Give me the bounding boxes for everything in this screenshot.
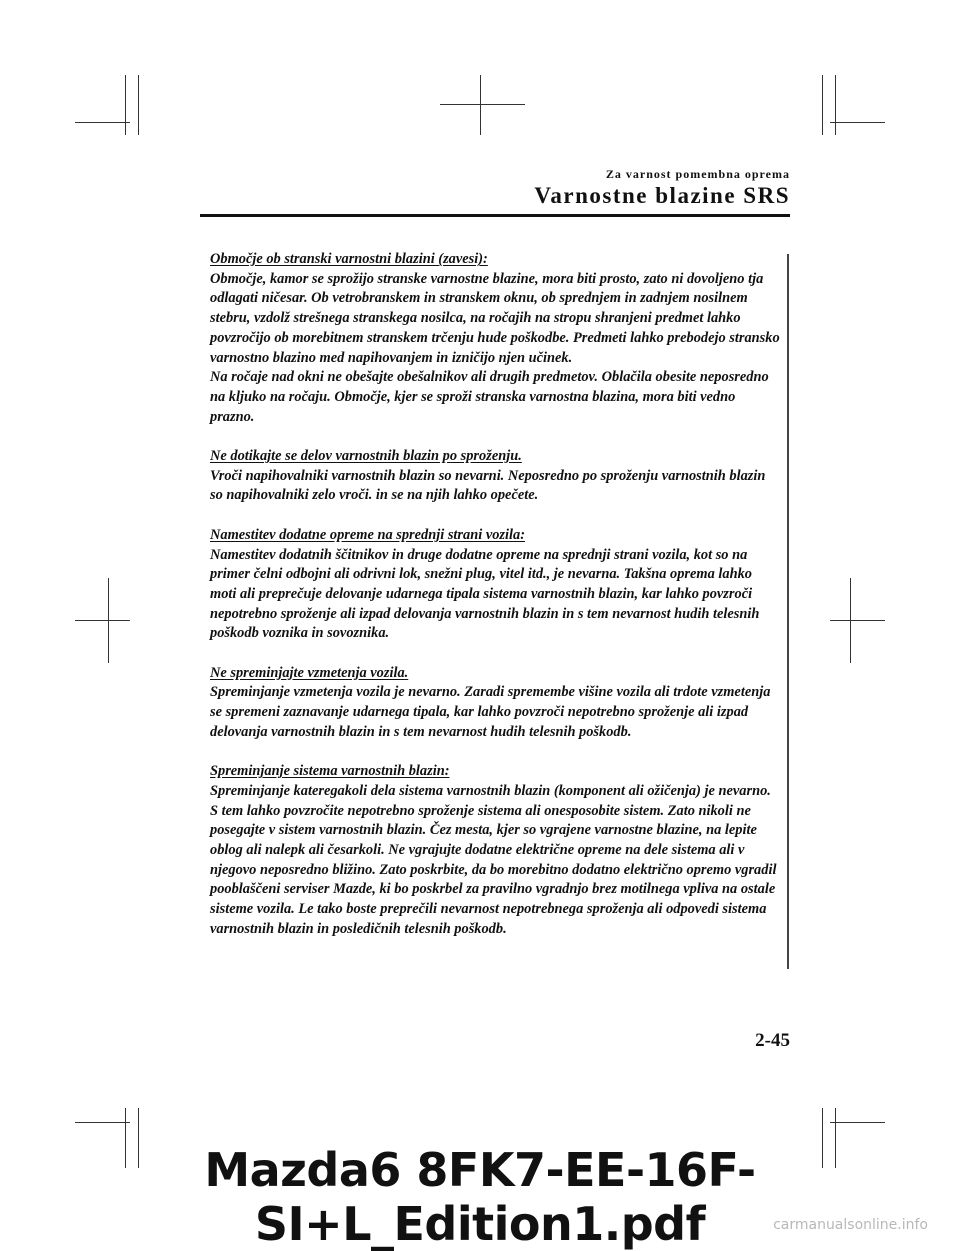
page-title: Varnostne blazine SRS <box>534 183 790 208</box>
crop-mark <box>75 1122 130 1123</box>
crop-mark <box>480 75 481 135</box>
crop-mark <box>822 75 823 135</box>
section-heading: Spreminjanje sistema varnostnih blazin: <box>210 763 450 780</box>
section-heading: Območje ob stranski varnostni blazini (zavesi): <box>210 251 488 267</box>
section-paragraph: Vroči napihovalniki varnostnih blazin so nevarni. Neposredno po sproženju varnostnih blazin so napihovalniki zelo vroči. in se na njih lahko opečete. <box>210 467 766 504</box>
crop-mark <box>830 620 885 621</box>
header-rule <box>200 214 790 217</box>
crop-mark <box>835 75 836 135</box>
crop-mark <box>440 104 525 105</box>
page-number: 2-45 <box>755 1030 790 1051</box>
footer-filename: Mazda6 8FK7-EE-16F-SI+L_Edition1.pdf <box>204 1143 756 1251</box>
section-suspension <box>210 664 780 743</box>
crop-mark <box>75 122 130 123</box>
chapter-label: Za varnost pomembna oprema <box>605 167 790 181</box>
crop-mark <box>125 75 126 135</box>
crop-mark <box>830 1122 885 1123</box>
section-paragraph: Na ročaje nad okni ne obešajte obešalnikov ali drugih predmetov. Oblačila obesite neposredno na kljuko na ročaju. Območje, kjer se sproži stranska varnostna blazina, mora biti vedno prazno. <box>210 369 769 425</box>
section-heading: Ne spreminjajte vzmetenja vozila. <box>210 664 409 681</box>
crop-mark <box>830 122 885 123</box>
section-side-airbag-area <box>210 250 780 427</box>
crop-mark <box>138 75 139 135</box>
section-paragraph: Namestitev dodatnih ščitnikov in druge dodatne opreme na sprednji strani vozila, kot so na primer čelni odbojni ali odrivni lok, snežni plug, vitel itd., je nevarna. Takšna oprema lahko moti ali preprečuje delovanje udarnega tipala sistema varnostnih blazin, kar lahko povzroči nepotrebno sproženje ali izpad delovanja varnostnih blazin in s tem nevarnost hudih telesnih poškodb voznika in sovoznika. <box>210 546 760 642</box>
warning-content <box>210 250 780 959</box>
section-paragraph: Spreminjanje kateregakoli dela sistema varnostnih blazin (komponent ali ožičenja) je nevarno. S tem lahko povzročite nepotrebno sproženje sistema ali onesposobite sistem. Zato nikoli ne posegajte v sistem varnostnih blazin. Čez mesta, kjer so vgrajene varnostne blazine, na lepite oblog ali nalepk ali česarkoli. Ne vgrajujte dodatne električne opreme na dele sistema ali v njegovo neposredno bližino. Zato poskrbite, da bo morebitno dodatno električno opremo vgradil pooblaščeni serviser Mazde, ki bo poskrbel za pravilno vgradnjo brez motilnega vpliva na ostale sisteme vozila. Le tako boste preprečili nevarnost nepotrebnega sproženja ali odpovedi sistema varnostnih blazin in posledičnih telesnih poškodb. <box>210 782 777 937</box>
watermark[interactable]: carmanualsonline.info <box>773 1217 928 1233</box>
section-paragraph: Spreminjanje vzmetenja vozila je nevarno. Zaradi spremembe višine vozila ali trdote vzmetenja se spremeni zaznavanje udarnega tipala, kar lahko povzroči nepotrebno sproženje ali izpad delovanja varnostnih blazin in s tem nevarnost hudih telesnih poškodb. <box>210 684 771 740</box>
crop-mark <box>75 620 130 621</box>
warning-side-bar <box>787 254 789 969</box>
section-heading: Ne dotikajte se delov varnostnih blazin po sproženju. <box>210 448 522 465</box>
section-heading: Namestitev dodatne opreme na sprednji strani vozila: <box>210 526 525 543</box>
section-paragraph: Območje, kamor se sprožijo stranske varnostne blazine, mora biti prosto, zato ni dovoljeno tja odlagati ničesar. Ob vetrobranskem in stranskem oknu, ob sprednjem in zadnjem nosilnem stebru, vzdolž strešnega stranskega nosilca, na ročajih na stropu shranjeni predmet lahko povzročijo ob morebitnem stranskem trčenju hude poškodbe. Predmeti lahko prebodejo stransko varnostno blazino med napihovanjem in izničijo njen učinek. <box>210 270 780 366</box>
section-front-equipment <box>210 526 780 644</box>
section-system-modification <box>210 762 780 939</box>
section-do-not-touch <box>210 447 780 506</box>
